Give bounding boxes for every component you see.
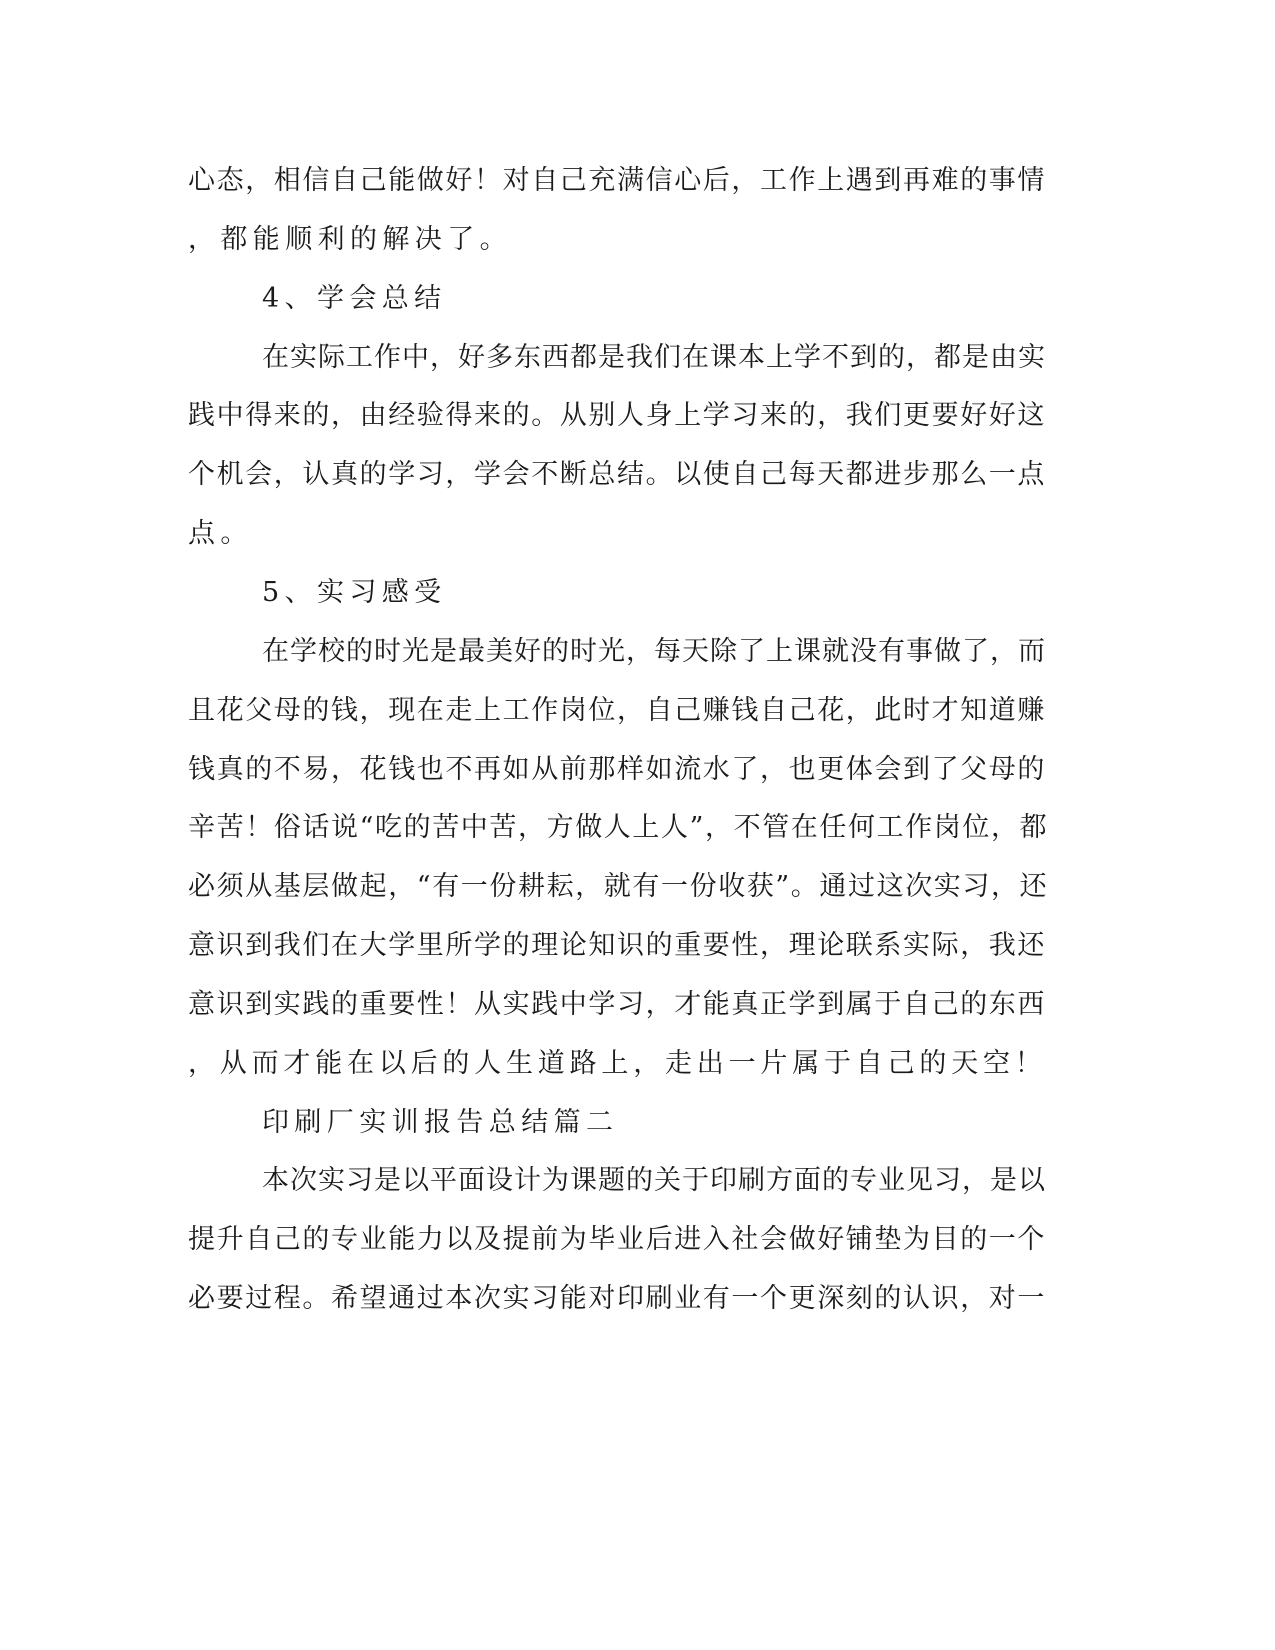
paragraph-line: ，从而才能在以后的人生道路上，走出一片属于自己的天空！ [188, 1048, 1047, 1079]
paragraph-line: 在实际工作中，好多东西都是我们在课本上学不到的，都是由实 [262, 342, 1046, 373]
paragraph-line: 意识到实践的重要性！从实践中学习，才能真正学到属于自己的东西 [188, 989, 1046, 1020]
paragraph-line: 钱真的不易，花钱也不再如从前那样如流水了，也更体会到了父母的 [188, 754, 1046, 785]
paragraph-line: ，都能顺利的解决了。 [188, 224, 512, 255]
section-heading: 5、实习感受 [262, 577, 447, 608]
paragraph-line: 必要过程。希望通过本次实习能对印刷业有一个更深刻的认识，对一 [188, 1283, 1046, 1314]
paragraph-line: 且花父母的钱，现在走上工作岗位，自己赚钱自己花，此时才知道赚 [188, 695, 1046, 726]
section-title: 印刷厂实训报告总结篇二 [262, 1107, 619, 1138]
paragraph-line: 辛苦！俗话说“吃的苦中苦，方做人上人”，不管在任何工作岗位，都 [188, 812, 1049, 843]
paragraph-line: 心态，相信自己能做好！对自己充满信心后，工作上遇到再难的事情 [188, 165, 1046, 196]
section-heading: 4、学会总结 [262, 283, 447, 314]
paragraph-line: 个机会，认真的学习，学会不断总结。以使自己每天都进步那么一点 [188, 459, 1046, 490]
paragraph-line: 点。 [188, 518, 253, 549]
paragraph-line: 意识到我们在大学里所学的理论知识的重要性，理论联系实际，我还 [188, 930, 1046, 961]
paragraph-line: 在学校的时光是最美好的时光，每天除了上课就没有事做了，而 [262, 636, 1046, 667]
paragraph-line: 必须从基层做起，“有一份耕耘，就有一份收获”。通过这次实习，还 [188, 871, 1049, 902]
paragraph-line: 提升自己的专业能力以及提前为毕业后进入社会做好铺垫为目的一个 [188, 1224, 1046, 1255]
paragraph-line: 践中得来的，由经验得来的。从别人身上学习来的，我们更要好好这 [188, 400, 1046, 431]
paragraph-line: 本次实习是以平面设计为课题的关于印刷方面的专业见习，是以 [262, 1165, 1046, 1196]
